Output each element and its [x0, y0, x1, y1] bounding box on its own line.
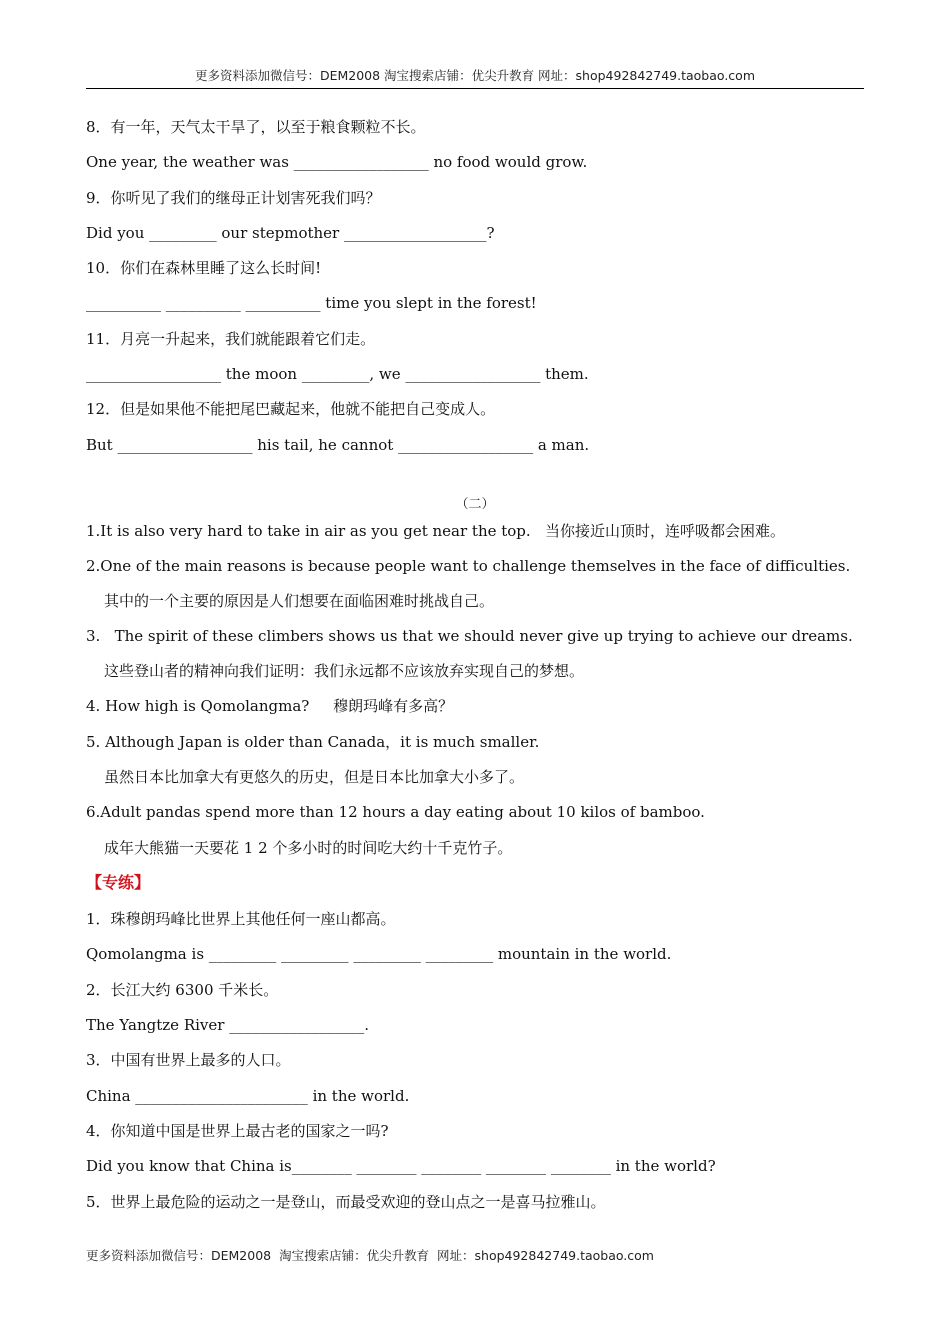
sentence-1: 1.It is also very hard to take in air as you get near the top. 当你接近山顶时，连呼吸都会困难。	[86, 522, 785, 540]
question-8-english: One year, the weather was __________________ no food would grow.	[86, 153, 588, 171]
practice-heading: 【专练】	[86, 873, 151, 892]
question-10-chinese: 10．你们在森林里睡了这么长时间!	[86, 259, 322, 277]
practice-4-chinese: 4．你知道中国是世界上最古老的国家之一吗?	[86, 1122, 389, 1140]
question-11-chinese: 11．月亮一升起来，我们就能跟着它们走。	[86, 330, 376, 348]
sentence-5-english: 5. Although Japan is older than Canada，it is much smaller.	[86, 733, 540, 751]
question-8-chinese: 8．有一年，天气太干旱了，以至于粮食颗粒不长。	[86, 118, 426, 136]
practice-2-english: The Yangtze River __________________.	[86, 1016, 369, 1034]
sentence-3-english: 3. The spirit of these climbers shows us that we should never give up trying to achieve our dreams.	[86, 627, 853, 645]
practice-1-english: Qomolangma is _________ _________ _________ _________ mountain in the world.	[86, 945, 672, 963]
sentence-3-chinese: 这些登山者的精神向我们证明：我们永远都不应该放弃实现自己的梦想。	[104, 662, 585, 680]
question-11-english: __________________ the moon _________, we __________________ them.	[86, 365, 589, 383]
page-header: 更多资料添加微信号：DEM2008 淘宝搜索店铺：优尖升教育 网址：shop492842749.taobao.com	[86, 66, 864, 89]
question-9-english: Did you _________ our stepmother ___________________?	[86, 224, 495, 242]
sentence-2-english: 2.One of the main reasons is because people want to challenge themselves in the face of difficulties.	[86, 557, 851, 575]
section-2-title: （二）	[455, 497, 495, 512]
sentence-4: 4. How high is Qomolangma? 穆朗玛峰有多高？	[86, 697, 454, 715]
page-footer: 更多资料添加微信号：DEM2008 淘宝搜索店铺：优尖升教育 网址：shop492842749.taobao.com	[86, 1248, 654, 1263]
question-12-english: But __________________ his tail, he cannot __________________ a man.	[86, 436, 590, 454]
question-12-chinese: 12．但是如果他不能把尾巴藏起来，他就不能把自己变成人。	[86, 400, 496, 418]
practice-1-chinese: 1．珠穆朗玛峰比世界上其他任何一座山都高。	[86, 910, 396, 928]
sentence-6-english: 6.Adult pandas spend more than 12 hours a day eating about 10 kilos of bamboo.	[86, 803, 705, 821]
practice-3-chinese: 3．中国有世界上最多的人口。	[86, 1051, 291, 1069]
practice-2-chinese: 2．长江大约 6300 千米长。	[86, 981, 279, 999]
question-9-chinese: 9．你听见了我们的继母正计划害死我们吗？	[86, 189, 381, 207]
sentence-5-chinese: 虽然日本比加拿大有更悠久的历史，但是日本比加拿大小多了。	[104, 768, 525, 786]
sentence-2-chinese: 其中的一个主要的原因是人们想要在面临困难时挑战自己。	[104, 592, 495, 610]
question-10-english: __________ __________ __________ time you slept in the forest!	[86, 294, 537, 312]
practice-4-english: Did you know that China is________ ________ ________ ________ ________ in the world?	[86, 1157, 716, 1175]
sentence-6-chinese: 成年大熊猫一天要花 1 2 个多小时的时间吃大约十千克竹子。	[104, 839, 513, 857]
practice-5-chinese: 5．世界上最危险的运动之一是登山，而最受欢迎的登山点之一是喜马拉雅山。	[86, 1193, 606, 1211]
practice-3-english: China _______________________ in the world.	[86, 1087, 410, 1105]
